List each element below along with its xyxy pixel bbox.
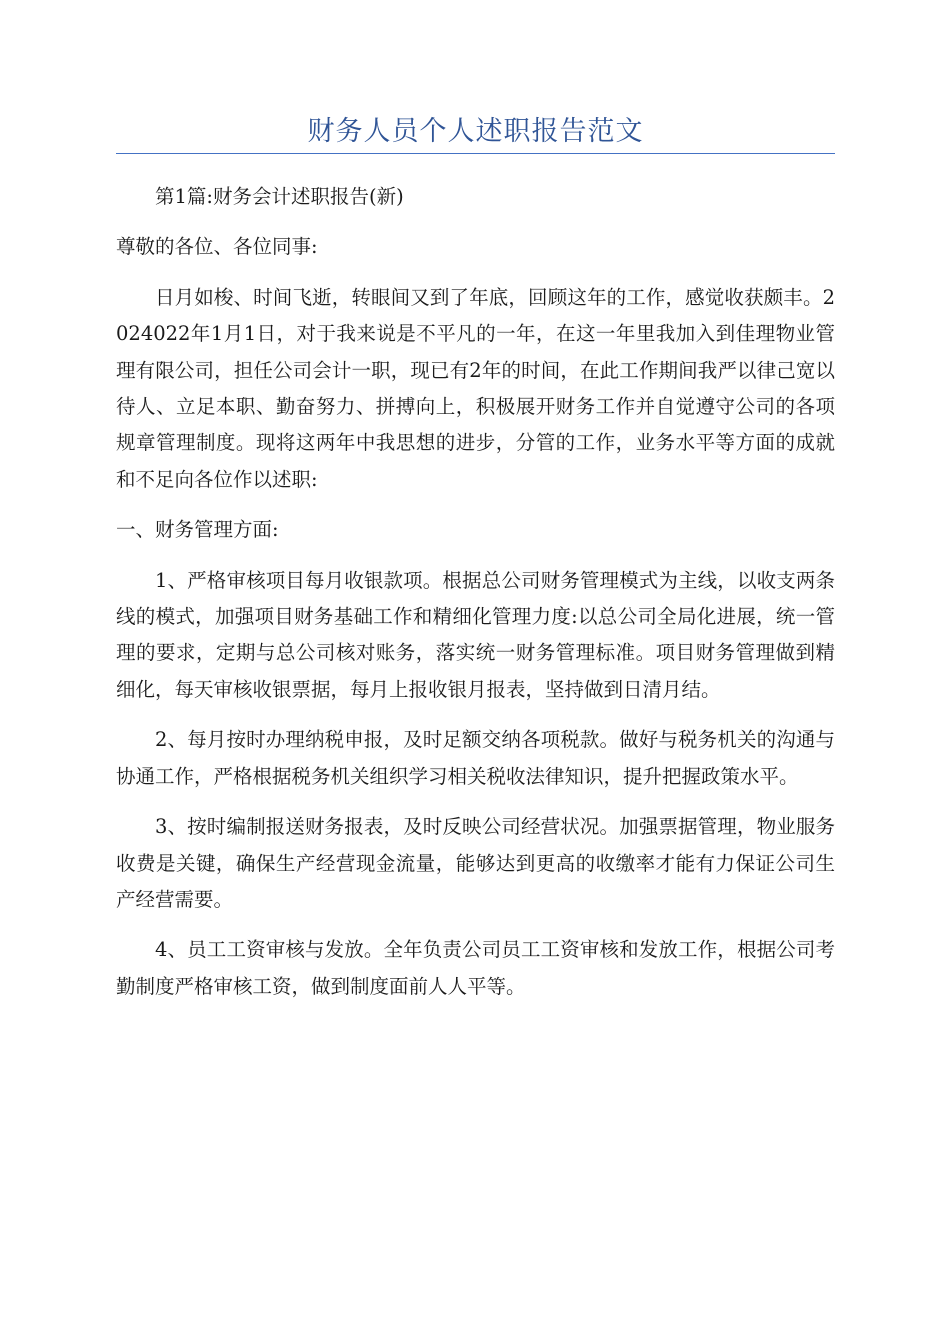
- document-title: 财务人员个人述职报告范文: [307, 116, 644, 147]
- list-item: 4、员工工资审核与发放。全年负责公司员工工资审核和发放工作，根据公司考勤制度严格审核工资，做到制度面前人人平等。: [116, 938, 835, 998]
- document-page: [116, 112, 835, 1005]
- section-heading: 一、财务管理方面:: [116, 518, 279, 542]
- list-item: 2、每月按时办理纳税申报，及时足额交纳各项税款。做好与税务机关的沟通与协通工作，严格根据税务机关组织学习相关税收法律知识，提升把握政策水平。: [116, 728, 835, 788]
- subtitle: 第1篇:财务会计述职报告(新): [155, 185, 404, 208]
- salutation: 尊敬的各位、各位同事:: [116, 235, 318, 259]
- list-item: 3、按时编制报送财务报表，及时反映公司经营状况。加强票据管理，物业服务收费是关键，确保生产经营现金流量，能够达到更高的收缴率才能有力保证公司生产经营需要。: [116, 815, 835, 911]
- list-item: 1、严格审核项目每月收银款项。根据总公司财务管理模式为主线，以收支两条线的模式，加强项目财务基础工作和精细化管理力度:以总公司全局化进展，统一管理的要求，定期与总公司核对账务，落实统一财务管理标准。项目财务管理做到精细化，每天审核收银票据，每月上报收银月报表，坚持做到日清月结。: [116, 568, 835, 701]
- intro-paragraph: 日月如梭、时间飞逝，转眼间又到了年底，回顾这年的工作，感觉收获颇丰。2024022年1月1日，对于我来说是不平凡的一年，在这一年里我加入到佳理物业管理有限公司，担任公司会计一职，现已有2年的时间，在此工作期间我严以律己宽以待人、立足本职、勤奋努力、拼搏向上，积极展开财务工作并自觉遵守公司的各项规章管理制度。现将这两年中我思想的进步，分管的工作，业务水平等方面的成就和不足向各位作以述职:: [116, 285, 835, 491]
- title-underline: [116, 153, 835, 154]
